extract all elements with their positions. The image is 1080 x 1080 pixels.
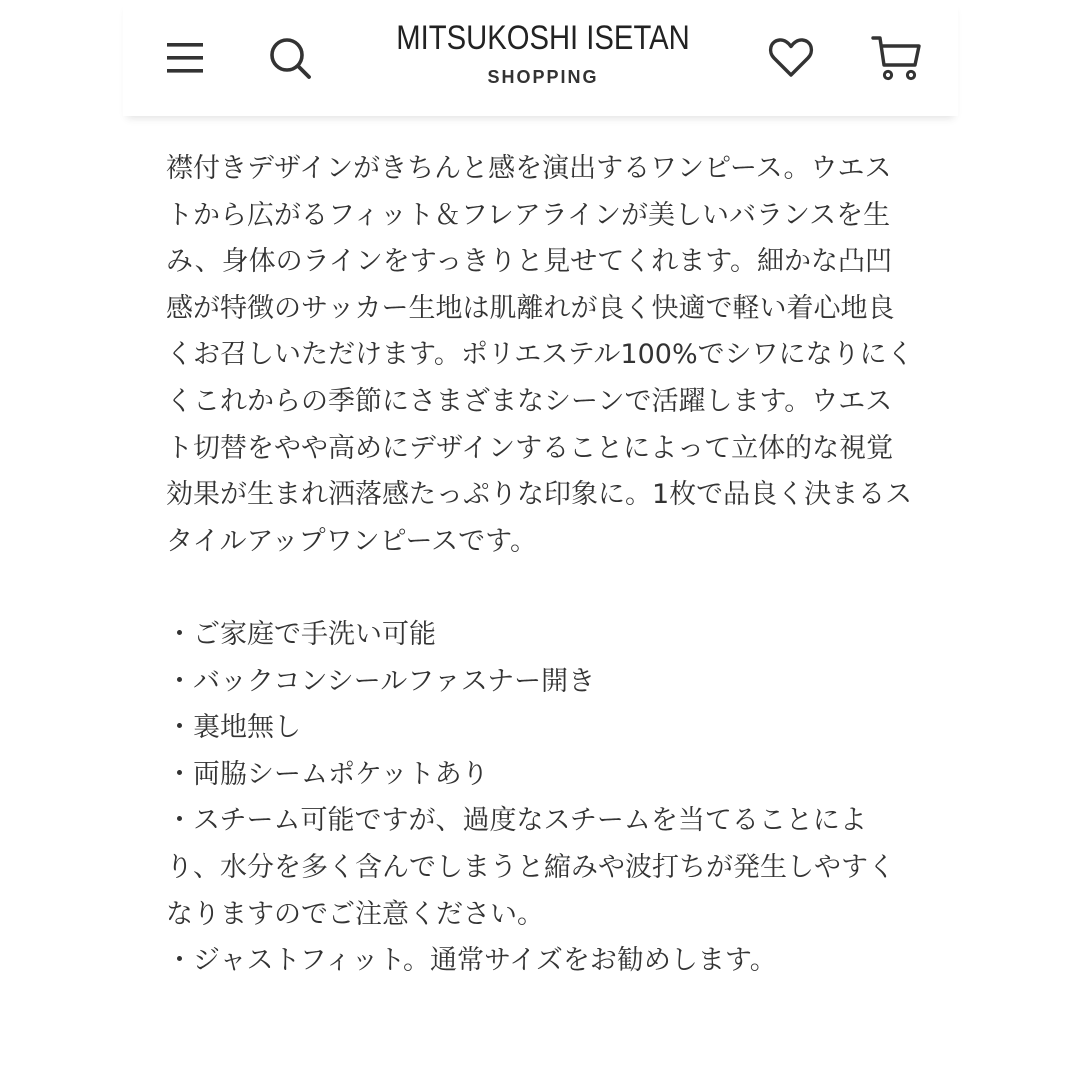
feature-item: ・裏地無し [166, 712, 301, 744]
favorites-button[interactable] [767, 35, 815, 81]
heart-icon [767, 35, 815, 81]
paragraph-spacer [166, 565, 914, 612]
feature-item: ・ジャストフィット。通常サイズをお勧めします。 [166, 945, 777, 977]
feature-item: ・スチーム可能ですが、過度なスチームを当てることにより、水分を多く含んでしまうと縮みや波打ちが発生しやすくなりますのでご注意ください。 [166, 805, 895, 930]
search-button[interactable] [267, 35, 313, 81]
feature-item: ・バックコンシールファスナー開き [166, 665, 596, 697]
site-header [123, 0, 958, 116]
menu-button[interactable] [165, 38, 205, 78]
feature-list [166, 612, 914, 985]
product-description-section [166, 146, 914, 985]
logo-subtitle: SHOPPING [487, 67, 599, 87]
feature-item: ・両脇シームポケットあり [166, 758, 489, 790]
feature-item: ・ご家庭で手洗い可能 [166, 618, 436, 650]
cart-icon [871, 33, 923, 83]
menu-icon [165, 38, 205, 78]
product-description: 襟付きデザインがきちんと感を演出するワンピース。ウエストから広がるフィット＆フレアラインが美しいバランスを生み、身体のラインをすっきりと見せてくれます。細かな凸凹感が特徴のサッカー生地は肌離れが良く快適で軽い着心地良くお召しいただけます。ポリエステル100%でシワになりにくくこれからの季節にさまざまなシーンで活躍します。ウエスト切替をやや高めにデザインすることによって立体的な視覚効果が生まれ洒落感たっぷりな印象に。1枚で品良く決まるスタイルアップワンピースです。 [166, 153, 914, 557]
search-icon [267, 35, 313, 81]
logo-title: MITSUKOSHI ISETAN [396, 19, 690, 57]
site-logo[interactable] [323, 18, 763, 88]
cart-button[interactable] [871, 33, 923, 83]
